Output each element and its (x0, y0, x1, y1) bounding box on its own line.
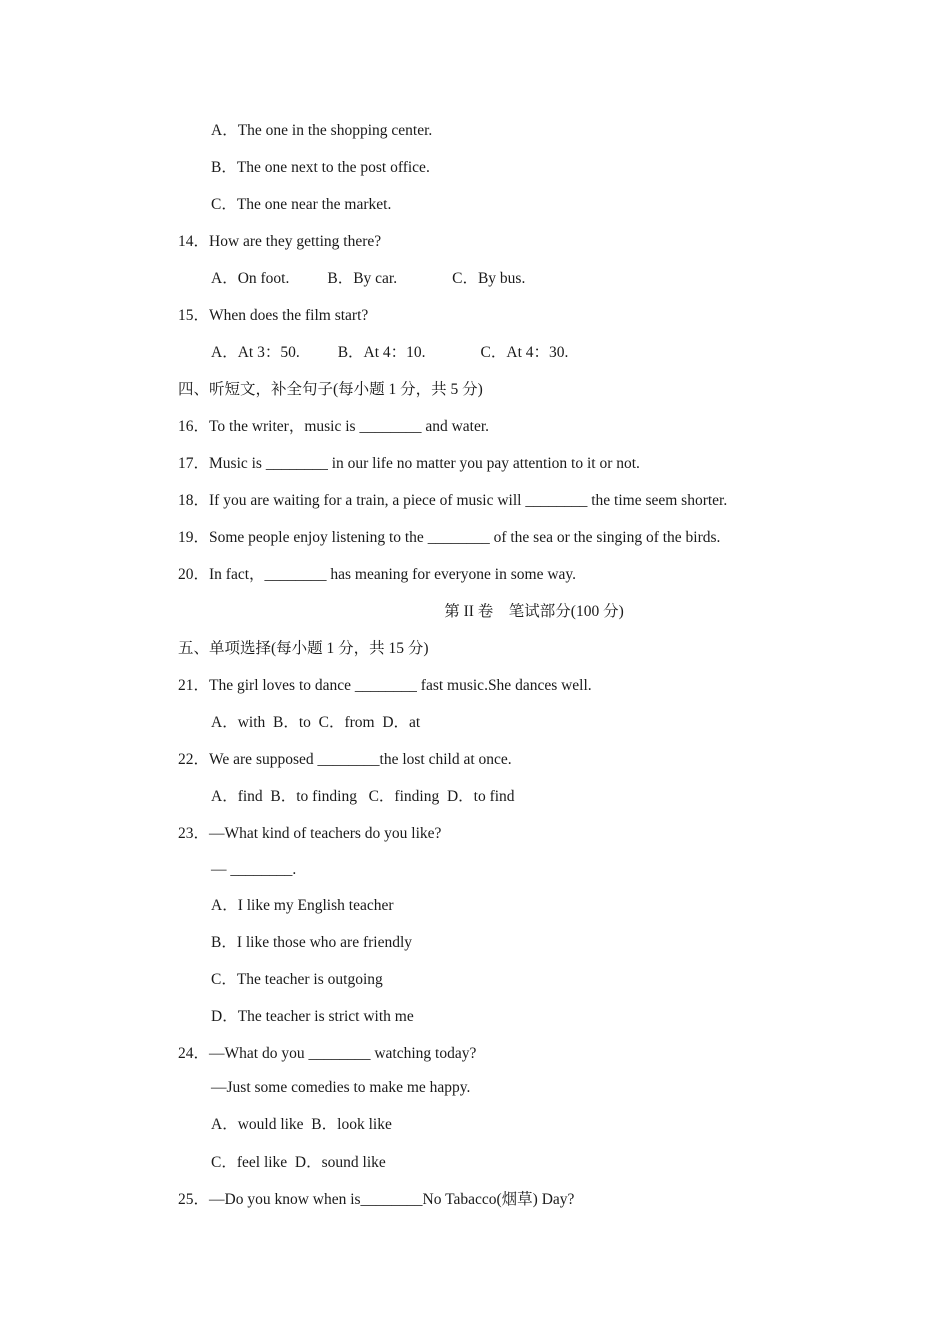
q15-stem: 15．When does the film start? (178, 307, 369, 324)
q22-stem: 22．We are supposed ________the lost child at once. (178, 751, 512, 768)
q23-option-a: A．I like my English teacher (211, 897, 394, 914)
q23-stem: 23．—What kind of teachers do you like? (178, 825, 442, 842)
q19-item: 19．Some people enjoy listening to the ________ of the sea or the singing of the birds. (178, 529, 721, 546)
q15-options (211, 343, 568, 363)
q24-options-line2: C．feel like D．sound like (211, 1154, 386, 1171)
q21-options: A．with B．to C．from D．at (211, 714, 421, 731)
q15-option-b: B．At 4：10. (337, 344, 426, 361)
q14-stem: 14．How are they getting there? (178, 233, 382, 250)
q16-item: 16．To the writer，music is ________ and water. (178, 418, 490, 435)
q13-option-b: B．The one next to the post office. (211, 159, 430, 176)
q15-option-c: C．At 4：30. (480, 344, 569, 361)
q23-option-c: C．The teacher is outgoing (211, 971, 383, 988)
part2-title: 第 II 卷 笔试部分(100 分) (444, 603, 624, 620)
q25-stem: 25．—Do you know when is________No Tabacco(烟草) Day? (178, 1191, 575, 1208)
q14-options (211, 269, 525, 289)
q13-option-c: C．The one near the market. (211, 196, 392, 213)
q14-option-b: B．By car. (327, 270, 398, 287)
q14-option-c: C．By bus. (452, 270, 526, 287)
section5-title: 五、单项选择(每小题 1 分，共 15 分) (178, 640, 429, 657)
q20-item: 20．In fact，________ has meaning for everyone in some way. (178, 566, 577, 583)
q14-option-a: A．On foot. (211, 270, 290, 287)
q23-option-b: B．I like those who are friendly (211, 934, 413, 951)
q21-stem: 21．The girl loves to dance ________ fast music.She dances well. (178, 677, 592, 694)
q23-option-d: D．The teacher is strict with me (211, 1008, 414, 1025)
section4-title: 四、听短文，补全句子(每小题 1 分，共 5 分) (178, 381, 483, 398)
q13-option-a: A．The one in the shopping center. (211, 122, 433, 139)
q17-item: 17．Music is ________ in our life no matter you pay attention to it or not. (178, 455, 640, 472)
q24-stem: 24．—What do you ________ watching today? (178, 1045, 477, 1062)
q23-reply: — ________. (211, 861, 297, 878)
q24-options-line1: A．would like B．look like (211, 1116, 392, 1133)
q22-options: A．find B．to finding C．finding D．to find (211, 788, 515, 805)
q15-option-a: A．At 3：50. (211, 344, 300, 361)
q18-item: 18．If you are waiting for a train, a piece of music will ________ the time seem shorter. (178, 492, 728, 509)
q24-reply: —Just some comedies to make me happy. (211, 1079, 471, 1096)
